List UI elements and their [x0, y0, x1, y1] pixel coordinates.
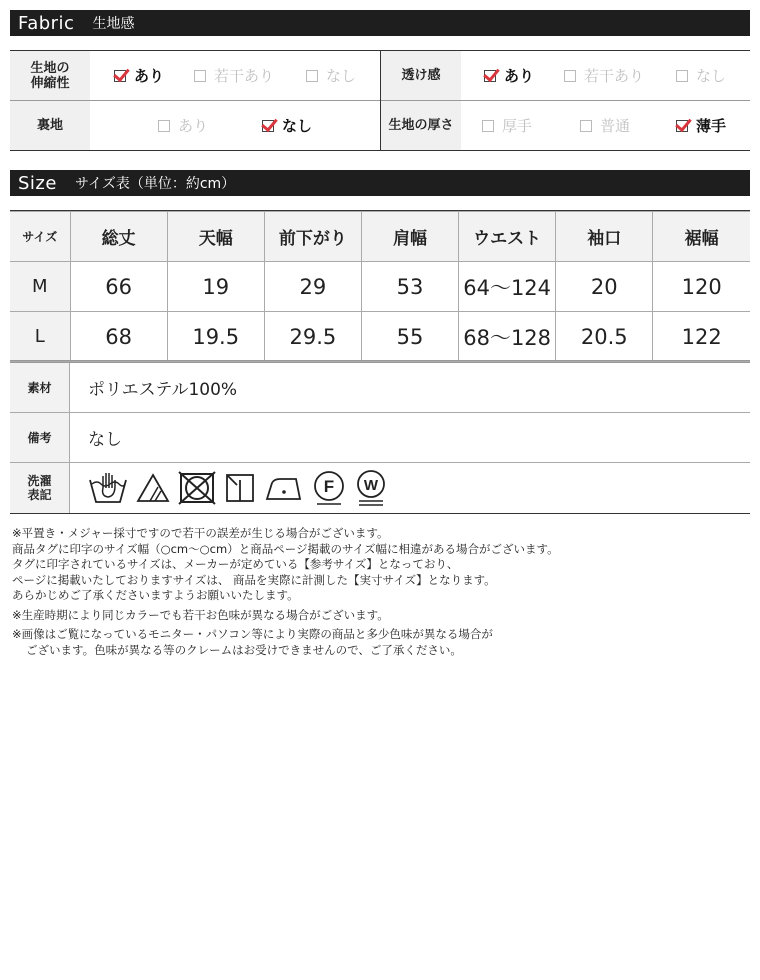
notes-label: 備考 — [10, 413, 70, 462]
checkbox-empty-icon — [306, 70, 318, 82]
column-header: 天幅 — [167, 212, 264, 262]
size-table — [10, 210, 750, 362]
table-cell: 20.5 — [556, 312, 653, 362]
column-header: 裾幅 — [653, 212, 750, 262]
table-cell: 19 — [167, 262, 264, 312]
stretch-option-yes: あり — [114, 51, 164, 100]
checkbox-empty-icon — [676, 70, 688, 82]
thickness-option-thin: 薄手 — [676, 101, 726, 150]
column-header: 前下がり — [264, 212, 361, 262]
table-row — [10, 262, 750, 312]
product-info-table — [10, 360, 750, 514]
disclaimer-line: ※生産時期により同じカラーでも若干お色味が異なる場合がございます。 — [12, 607, 389, 622]
column-header: ウエスト — [459, 212, 556, 262]
size-table-header-row — [10, 212, 750, 262]
fabric-title: Fabric — [18, 12, 75, 34]
column-header: 袖口 — [556, 212, 653, 262]
sheer-option-slight: 若干あり — [564, 51, 644, 100]
lining-label: 裏地 — [10, 101, 90, 150]
notes-row — [10, 413, 750, 463]
material-value: ポリエステル100% — [88, 380, 238, 400]
checkbox-checked-icon — [484, 70, 496, 82]
table-cell: 29.5 — [264, 312, 361, 362]
table-cell: 66 — [70, 262, 167, 312]
material-row — [10, 363, 750, 413]
stretch-option-slight: 若干あり — [194, 51, 274, 100]
notes-value: なし — [88, 430, 122, 450]
table-row — [10, 312, 750, 362]
fabric-table — [10, 50, 750, 151]
thickness-option-normal: 普通 — [580, 101, 630, 150]
sheer-option-yes: あり — [484, 51, 534, 100]
disclaimer-line: ございます。色味が異なる等のクレームはお受けできませんので、ご了承ください。 — [26, 642, 462, 657]
stretch-label: 生地の 伸縮性 — [10, 51, 90, 100]
bleach-triangle-icon — [136, 472, 170, 504]
disclaimer-line: あらかじめご了承くださいますようお願いいたします。 — [12, 588, 299, 602]
care-label: 洗濯 表記 — [10, 463, 70, 513]
table-cell: 55 — [361, 312, 458, 362]
disclaimer-line: ページに掲載いたしておりますサイズは、 商品を実際に計測した【実寸サイズ】となります。 — [12, 572, 496, 587]
size-label: L — [10, 312, 70, 362]
checkbox-empty-icon — [158, 120, 170, 132]
table-cell: 68〜128 — [459, 312, 556, 362]
table-cell: 68 — [70, 312, 167, 362]
thickness-option-thick: 厚手 — [482, 101, 532, 150]
care-icons — [70, 463, 388, 513]
size-title: Size — [18, 172, 57, 194]
table-cell: 29 — [264, 262, 361, 312]
checkbox-checked-icon — [262, 120, 274, 132]
no-tumble-dry-icon — [178, 471, 216, 505]
disclaimer-line: ※画像はご覧になっているモニター・パソコン等により実際の商品と多少色味が異なる場合が — [12, 627, 493, 641]
column-header: 総丈 — [70, 212, 167, 262]
care-row — [10, 463, 750, 513]
size-section-header — [10, 170, 750, 196]
disclaimer-line: 商品タグに印字のサイズ幅（○cm〜○cm）と商品ページ掲載のサイズ幅に相違がある場合がございます。 — [12, 541, 559, 556]
table-cell: 122 — [653, 312, 750, 362]
size-column-header: サイズ — [10, 212, 70, 262]
sheer-option-none: なし — [676, 51, 726, 100]
checkbox-checked-icon — [114, 70, 126, 82]
disclaimer-notes — [12, 526, 752, 658]
stretch-option-none: なし — [306, 51, 356, 100]
hand-wash-icon — [88, 470, 128, 506]
lining-option-none: なし — [262, 101, 312, 150]
size-label: M — [10, 262, 70, 312]
fabric-section-header — [10, 10, 750, 36]
table-cell: 19.5 — [167, 312, 264, 362]
checkbox-empty-icon — [194, 70, 206, 82]
material-label: 素材 — [10, 363, 70, 412]
fabric-column-divider — [380, 51, 381, 151]
fabric-subtitle: 生地感 — [92, 16, 135, 32]
wet-clean-w-icon — [354, 469, 388, 507]
checkbox-empty-icon — [482, 120, 494, 132]
wet-clean-letter: W — [363, 477, 379, 494]
table-cell: 53 — [361, 262, 458, 312]
column-header: 肩幅 — [361, 212, 458, 262]
checkbox-checked-icon — [676, 120, 688, 132]
dry-clean-letter: F — [323, 477, 335, 496]
iron-low-icon — [264, 473, 304, 503]
size-subtitle: サイズ表（単位：約cm） — [74, 176, 236, 192]
table-cell: 20 — [556, 262, 653, 312]
table-cell: 64〜124 — [459, 262, 556, 312]
disclaimer-line: タグに印字されているサイズは、メーカーが定めている【参考サイズ】となっており、 — [12, 557, 459, 571]
line-dry-shade-icon — [224, 472, 256, 504]
disclaimer-line: ※平置き・メジャー採寸ですので若干の誤差が生じる場合がございます。 — [12, 526, 389, 540]
lining-option-yes: あり — [158, 101, 208, 150]
checkbox-empty-icon — [580, 120, 592, 132]
checkbox-empty-icon — [564, 70, 576, 82]
table-cell: 120 — [653, 262, 750, 312]
dry-clean-f-icon — [312, 470, 346, 506]
sheer-label: 透け感 — [381, 51, 461, 100]
thickness-label: 生地の厚さ — [381, 101, 461, 150]
